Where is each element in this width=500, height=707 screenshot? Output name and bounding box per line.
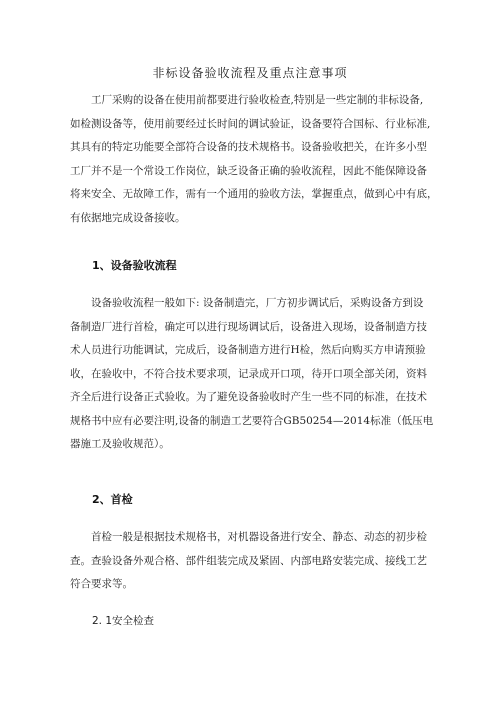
section-1-paragraph	[70, 292, 440, 457]
section-2-paragraph	[70, 526, 440, 597]
section-2-1-subheading: 2. 1安全检查	[92, 615, 155, 627]
section-2-heading: 2、首检	[92, 493, 133, 506]
intro-line: 工厂采购的设备在使用前都要进行验收检查,特别是一些定制的非标设备,	[91, 94, 424, 106]
section-2-line: 首检一般是根据技术规格书，对机器设备进行安全、静态、动态的初步检	[91, 531, 427, 543]
intro-paragraph	[70, 89, 440, 230]
section-1-line: 器施工及验收规范）。	[70, 438, 170, 450]
section-2-line: 查。查验设备外观合格、部件组装完成及紧固、内部电路安装完成、接线工艺	[70, 554, 427, 567]
section-1-line: 规格书中应有必要注明,设备的制造工艺要符合GB50254—2014标准（低压电	[70, 414, 434, 427]
intro-line: 有依据地完成设备接收。	[70, 211, 186, 224]
intro-line: 如检测设备等，使用前要经过长时间的调试验证，设备要符合国标、行业标准,	[70, 117, 431, 130]
document-title: 非标设备验收流程及重点注意事项	[152, 66, 348, 80]
section-1-line: 备制造厂进行首检，确定可以进行现场调试后，设备进入现场，设备制造方技	[70, 320, 427, 333]
section-1-line: 收，在验收中，不符合技术要求项，记录成开口项，待开口项全部关闭，资料	[70, 367, 427, 380]
section-1-line: 设备验收流程一般如下: 设备制造完，厂方初步调试后，采购设备方到设	[91, 297, 424, 309]
section-2-line: 符合要求等。	[70, 578, 133, 590]
intro-line: 工厂并不是一个常设工作岗位，缺乏设备正确的验收流程，因此不能保障设备	[70, 164, 427, 177]
intro-line: 将来安全、无故障工作，需有一个通用的验收方法，掌握重点，做到心中有底，	[70, 188, 438, 200]
section-1-line: 术人员进行功能调试，完成后，设备制造方进行H检，然后向购买方申请预验	[70, 344, 426, 356]
section-1-line: 齐全后进行设备正式验收。为了避免设备验收时产生一些不同的标准，在技术	[70, 391, 427, 403]
intro-line: 其具有的特定功能要全部符合设备的技术规格书。设备验收把关，在许多小型	[70, 141, 427, 153]
section-1-heading: 1、设备验收流程	[92, 259, 177, 272]
